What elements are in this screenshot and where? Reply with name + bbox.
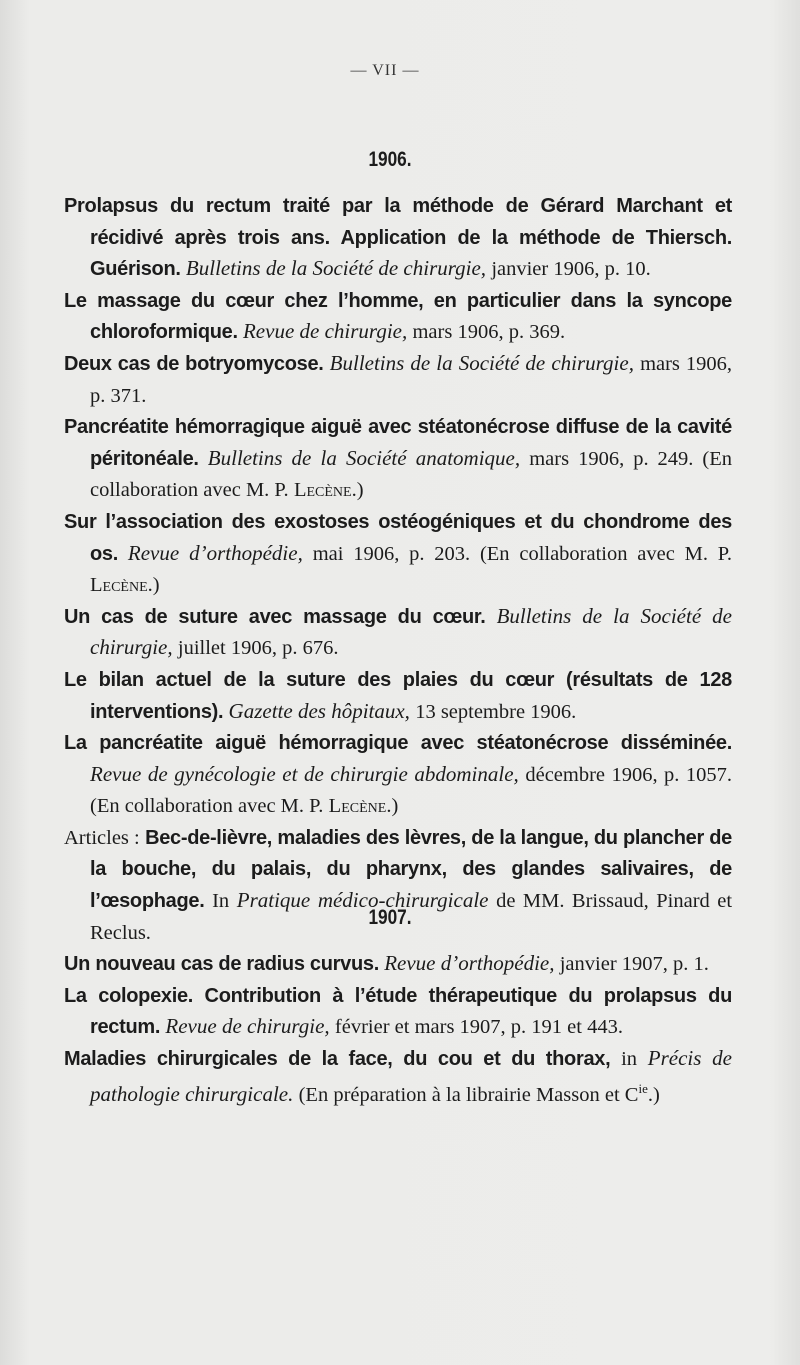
collaborator-name: Lecène <box>293 479 352 502</box>
entry-reference: mars 1906, p. 371. <box>90 352 732 407</box>
entry-title: Le massage du cœur chez l’homme, en particulier dans la syncope chloroformique. <box>64 289 732 344</box>
bibliography-entry <box>64 727 732 822</box>
collaborator-name: Lecène <box>328 795 387 818</box>
entry-reference: janvier 1906, p. 10. <box>491 258 651 281</box>
entry-title: Le bilan actuel de la suture des plaies du cœur (résultats de 128 interventions). <box>64 668 732 723</box>
entry-closing: .) <box>386 795 399 818</box>
entry-closing: .) <box>351 479 364 502</box>
entry-title: Sur l’association des exostoses ostéogéniques et du chondrome des os. <box>64 510 732 565</box>
entry-title: Prolapsus du rectum traité par la méthode de Gérard Marchant et récidivé après trois ans. Application de la méthode de Thiersch. Guérison. <box>64 195 732 281</box>
entry-prefix: Articles : <box>64 826 140 849</box>
entry-reference: (En préparation à la librairie Masson et C <box>298 1084 639 1107</box>
entry-title: Un cas de suture avec massage du cœur. <box>64 605 486 628</box>
entry-source: Pratique médico-chirurgicale <box>236 888 489 913</box>
entry-source: Revue de gynécologie et de chirurgie abdominale, <box>90 761 519 786</box>
collaborator-name: Lecène <box>90 574 148 597</box>
bibliography-entry <box>64 601 732 664</box>
entry-reference: mars 1906, p. 369. <box>412 321 566 344</box>
entry-closing: .) <box>147 574 160 597</box>
bibliography-section-1906 <box>64 190 732 948</box>
entry-title: Pancréatite hémorragique aiguë avec stéatonécrose diffuse de la cavité péritonéale. <box>64 416 732 470</box>
year-heading-1906: 1906. <box>368 148 412 171</box>
entry-reference: mars 1906, p. 249. (En collaboration avec M. P. <box>90 447 733 502</box>
entry-source: Bulletins de la Société de chirurgie, <box>185 256 487 281</box>
bibliography-section-1907 <box>64 948 732 1111</box>
entry-reference: juillet 1906, p. 676. <box>177 637 339 660</box>
bibliography-entry <box>64 285 732 348</box>
entry-source: Revue de chirurgie, <box>242 319 408 344</box>
entry-source: Bulletins de la Société de chirurgie, <box>90 603 733 660</box>
bibliography-entry <box>64 664 732 727</box>
entry-closing: .) <box>647 1084 660 1107</box>
entry-title: Un nouveau cas de radius curvus. <box>64 953 379 975</box>
entry-reference: mai 1906, p. 203. (En collaboration avec M. P. <box>312 542 732 565</box>
entry-source: Revue d’orthopédie, <box>127 540 303 565</box>
entry-source: Revue de chirurgie, <box>165 1014 330 1039</box>
entry-title: Bec-de-lièvre, maladies des lèvres, de la langue, du plancher de la bouche, du palais, du pharynx, des glandes salivaires, de l’œsophage. <box>90 826 733 913</box>
entry-source: Bulletins de la Société de chirurgie, <box>329 350 634 375</box>
bibliography-entry <box>64 348 732 411</box>
bibliography-entry <box>64 980 732 1043</box>
entry-reference: de MM. Brissaud, Pinard et Reclus. <box>90 890 733 944</box>
bibliography-entry <box>64 1043 732 1111</box>
entry-source: Revue d’orthopédie, <box>384 951 555 975</box>
entry-reference: 13 septembre 1906. <box>415 700 577 723</box>
entry-source: Gazette des hôpitaux, <box>228 698 410 723</box>
entry-pre-source: In <box>212 890 230 913</box>
entry-title: La colopexie. Contribution à l’étude thérapeutique du prolapsus du rectum. <box>64 984 732 1039</box>
bibliography-entry <box>64 190 732 285</box>
bibliography-entry <box>64 506 732 601</box>
entry-title: Maladies chirurgicales de la face, du cou et du thorax, <box>64 1047 611 1070</box>
entry-source: Précis de pathologie chirurgicale. <box>90 1045 732 1107</box>
bibliography-entry <box>64 411 732 506</box>
entry-reference: février et mars 1907, p. 191 et 443. <box>334 1016 623 1039</box>
entry-reference: décembre 1906, p. 1057. (En collaboration avec M. P. <box>90 763 733 818</box>
entry-pre-source: in <box>621 1047 638 1070</box>
entry-superscript: ie <box>638 1081 648 1097</box>
year-heading-1907: 1907. <box>368 906 412 929</box>
entry-source: Bulletins de la Société anatomique, <box>207 445 521 470</box>
entry-reference: janvier 1907, p. 1. <box>559 953 709 975</box>
bibliography-entry <box>64 948 732 980</box>
entry-title: Deux cas de botryomycose. <box>64 352 324 375</box>
entry-title: La pancréatite aiguë hémorragique avec stéatonécrose disséminée. <box>64 732 732 755</box>
page-number: — VII — <box>350 62 420 79</box>
